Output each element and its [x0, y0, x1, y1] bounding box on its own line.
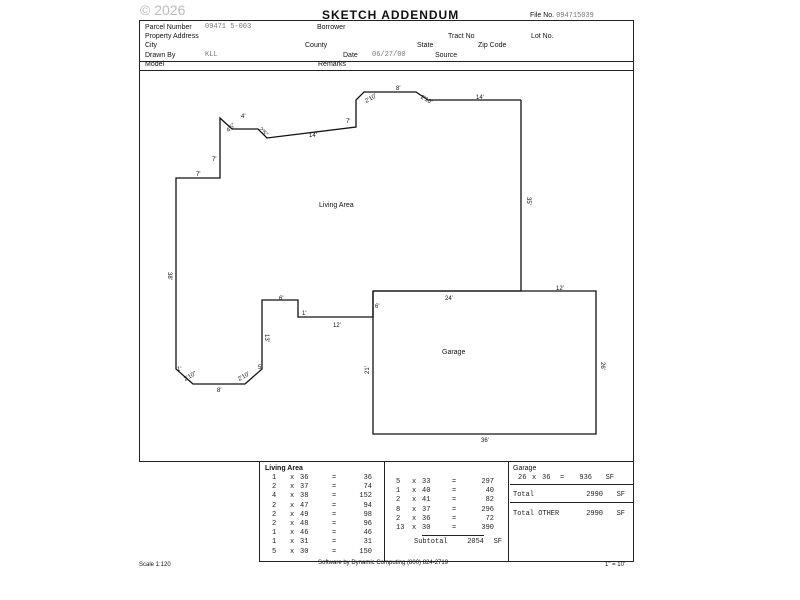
header-form	[139, 20, 634, 71]
times-sign: x	[412, 478, 417, 486]
dim-label: 5'	[258, 365, 263, 371]
table-row	[396, 524, 504, 533]
times-sign: x	[532, 474, 537, 482]
dim-label: 6'	[375, 304, 380, 310]
divider	[140, 61, 633, 62]
row-count: 2	[272, 520, 277, 529]
row-length: 37	[300, 483, 309, 492]
row-area: 936	[579, 474, 592, 482]
row-count: 2	[272, 510, 277, 519]
equals-sign: =	[332, 474, 337, 482]
equals-sign: =	[332, 538, 337, 547]
drawn-by-value: KLL	[205, 51, 218, 59]
times-sign: x	[412, 524, 417, 533]
living-rows-continued	[396, 478, 504, 546]
watermark: © 2026	[140, 2, 186, 18]
times-sign: x	[290, 529, 295, 538]
table-row	[272, 511, 380, 520]
subtotal-value: 2054	[467, 538, 484, 546]
garage-label: Garage	[442, 349, 466, 356]
dim-label: 8'	[217, 388, 222, 394]
equals-sign: =	[332, 492, 337, 501]
row-area: 96	[363, 520, 372, 529]
row-length: 47	[300, 501, 309, 510]
row-count: 1	[272, 538, 277, 547]
living-area-title: Living Area	[265, 465, 303, 472]
times-sign: x	[412, 514, 417, 523]
row-length: 48	[300, 520, 309, 529]
times-sign: x	[412, 496, 417, 505]
row-count: 2	[272, 501, 277, 510]
row-count: 2	[396, 514, 401, 523]
total-other-value: 2990	[586, 510, 603, 518]
row-length: 36	[300, 474, 309, 482]
table-row	[272, 520, 380, 529]
table-row	[396, 478, 504, 487]
row-area: 390	[481, 524, 494, 533]
equals-sign: =	[332, 510, 337, 519]
times-sign: x	[412, 487, 417, 496]
dim-label: 36'	[481, 438, 489, 444]
row-area: 98	[363, 510, 372, 519]
row-count: 13	[396, 524, 405, 533]
subtotal-row	[414, 538, 502, 546]
equals-sign: =	[560, 474, 565, 482]
times-sign: x	[290, 501, 295, 510]
garage-outline	[373, 291, 596, 434]
times-sign: x	[412, 505, 417, 514]
row-count: 5	[272, 547, 277, 556]
model-label: Model	[145, 61, 165, 68]
table-row	[272, 483, 380, 492]
row-area: 31	[363, 538, 372, 547]
table-row	[396, 487, 504, 496]
dim-label: 24'	[445, 296, 453, 302]
dim-label: 7'	[196, 172, 201, 178]
software-credit: Software by Dynamic Computing (800) 824-2719	[318, 560, 449, 566]
row-count: 5	[396, 478, 401, 486]
row-count: 1	[272, 529, 277, 538]
row-count: 1	[396, 487, 401, 496]
row-count: 8	[396, 505, 401, 514]
row-area: 94	[363, 501, 372, 510]
property-address-label: Property Address	[145, 33, 199, 40]
tract-no-label: Tract No	[448, 33, 475, 40]
row-area: 82	[485, 496, 494, 505]
zip-code-label: Zip Code	[478, 42, 507, 49]
lot-no-label: Lot No.	[531, 33, 554, 40]
drawn-by-label: Drawn By	[145, 52, 176, 59]
row-area: 36	[363, 474, 372, 482]
total-label: Total	[513, 491, 535, 499]
dim-label: 21'	[365, 366, 371, 374]
row-length: 33	[422, 478, 431, 486]
dim-label: 2'10'	[237, 371, 251, 383]
row-count: 1	[272, 474, 277, 482]
total-value: 2990	[586, 491, 603, 499]
row-unit: SF	[605, 474, 614, 482]
dim-label: 4'	[241, 114, 246, 120]
garage-title: Garage	[513, 465, 537, 472]
times-sign: x	[290, 538, 295, 547]
row-length: 41	[422, 496, 431, 505]
times-sign: x	[290, 474, 295, 482]
row-area: 40	[485, 487, 494, 496]
subtotal-unit: SF	[493, 538, 502, 546]
garage-row	[518, 474, 614, 482]
table-row	[396, 515, 504, 524]
row-length: 40	[422, 487, 431, 496]
scale-label: Scale 1:120	[139, 562, 171, 568]
divider	[510, 484, 633, 485]
living-rows	[272, 474, 380, 557]
dim-label: 35'	[525, 197, 531, 205]
dim-label: 7'	[346, 119, 351, 125]
dim-label: 4'5"	[225, 122, 238, 134]
row-length: 36	[422, 514, 431, 523]
row-length: 30	[300, 547, 309, 556]
dim-label: 26'	[599, 362, 605, 370]
row-length: 37	[422, 505, 431, 514]
equals-sign: =	[332, 483, 337, 492]
sketch-area	[139, 69, 634, 462]
row-area: 152	[359, 492, 372, 501]
table-row	[272, 492, 380, 501]
row-area: 296	[481, 505, 494, 514]
divider	[422, 535, 484, 536]
equals-sign: =	[452, 478, 457, 486]
times-sign: x	[290, 520, 295, 529]
dim-label: 38'	[166, 272, 172, 280]
file-no-value: 094715039	[556, 12, 594, 20]
row-length: 49	[300, 510, 309, 519]
area-calculations	[259, 461, 634, 562]
dim-label: 14'	[476, 95, 484, 101]
equals-sign: =	[452, 496, 457, 505]
total-row	[513, 491, 625, 499]
times-sign: x	[290, 547, 295, 556]
dim-label: 7'	[212, 157, 217, 163]
county-label: County	[305, 42, 328, 49]
row-count: 4	[272, 492, 277, 501]
state-label: State	[417, 42, 434, 49]
living-area-outline	[176, 92, 521, 384]
dim-label: 2'10'	[364, 93, 378, 105]
file-no	[530, 12, 594, 20]
divider	[508, 462, 509, 561]
total-other-unit: SF	[616, 510, 625, 518]
scale-ratio: 1" = 10'	[605, 562, 626, 568]
dim-label: 2'10"	[183, 370, 198, 383]
total-unit: SF	[616, 491, 625, 499]
table-row	[272, 529, 380, 538]
row-length: 38	[300, 492, 309, 501]
table-row	[396, 506, 504, 515]
times-sign: x	[290, 483, 295, 492]
equals-sign: =	[332, 529, 337, 538]
dim-label: 12'	[556, 286, 564, 292]
table-row	[272, 474, 380, 483]
city-label: City	[145, 42, 158, 49]
table-row	[272, 548, 380, 557]
remarks-label: Remarks	[318, 61, 347, 68]
dim-label: 1'	[177, 367, 182, 373]
equals-sign: =	[452, 524, 457, 533]
row-length: 36	[542, 474, 551, 482]
dim-label: 2'10'	[419, 94, 433, 106]
row-area: 72	[485, 514, 494, 523]
dim-label: 8'	[396, 86, 401, 92]
table-row	[396, 496, 504, 505]
floor-plan	[140, 69, 633, 461]
source-label: Source	[435, 52, 458, 59]
page-title: SKETCH ADDENDUM	[322, 8, 460, 22]
dim-label: 12'	[333, 323, 341, 329]
times-sign: x	[290, 492, 295, 501]
divider	[384, 462, 385, 561]
equals-sign: =	[332, 520, 337, 529]
file-no-label: File No.	[530, 12, 555, 19]
total-other-row	[513, 510, 625, 518]
dim-label: 2'5"	[257, 126, 269, 139]
row-count: 2	[396, 496, 401, 505]
equals-sign: =	[452, 514, 457, 523]
row-length: 31	[300, 538, 309, 547]
row-count: 2	[272, 483, 277, 492]
row-length: 30	[422, 524, 431, 533]
row-length: 46	[300, 529, 309, 538]
date-value: 06/27/00	[372, 51, 406, 59]
borrower-label: Borrower	[317, 24, 346, 31]
row-area: 150	[359, 547, 372, 556]
equals-sign: =	[332, 501, 337, 510]
subtotal-label: Subtotal	[414, 538, 448, 546]
row-area: 74	[363, 483, 372, 492]
row-count: 26	[518, 474, 527, 482]
dim-label: 6'	[279, 296, 284, 302]
table-row	[272, 502, 380, 511]
parcel-number-label: Parcel Number	[145, 24, 192, 31]
living-area-label: Living Area	[319, 202, 354, 209]
divider	[510, 502, 633, 503]
table-row	[272, 538, 380, 547]
equals-sign: =	[332, 547, 337, 556]
dim-label: 13'	[263, 334, 269, 342]
row-area: 297	[481, 478, 494, 486]
date-label: Date	[343, 52, 358, 59]
times-sign: x	[290, 510, 295, 519]
parcel-number-value: 09471 5-003	[205, 23, 252, 31]
equals-sign: =	[452, 487, 457, 496]
row-area: 46	[363, 529, 372, 538]
dim-label: 1'	[302, 311, 307, 317]
total-other-label: Total OTHER	[513, 510, 560, 518]
equals-sign: =	[452, 505, 457, 514]
dim-label: 14'	[309, 133, 317, 139]
